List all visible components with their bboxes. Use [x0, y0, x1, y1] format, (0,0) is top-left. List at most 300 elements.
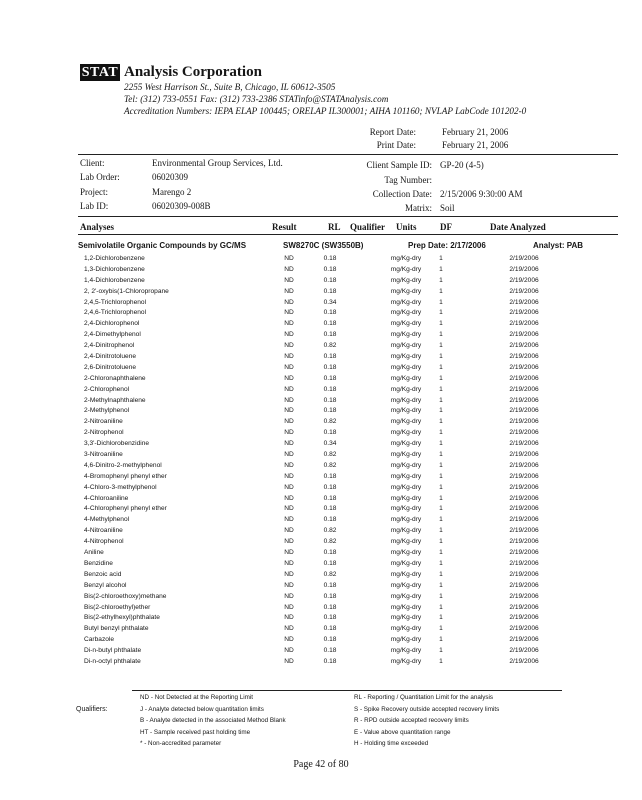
date-analyzed: 2/19/2006	[509, 549, 539, 557]
dilution-factor: 1	[439, 255, 443, 262]
qualifier-definition: S - Spike Recovery outside accepted recovery limits	[354, 705, 500, 713]
units-value: mg/Kg-dry	[390, 440, 422, 448]
date-analyzed: 2/19/2006	[509, 440, 539, 448]
units-value: mg/Kg-dry	[390, 592, 422, 600]
units-value: mg/Kg-dry	[390, 374, 422, 382]
date-analyzed: 2/19/2006	[509, 472, 539, 480]
analyte-name: 1,3-Dichlorobenzene	[84, 265, 145, 273]
reporting-limit: 0.18	[323, 472, 337, 480]
table-row	[0, 363, 642, 374]
reporting-limit: 0.18	[323, 657, 337, 665]
table-row	[0, 265, 642, 276]
result-value: ND	[284, 331, 294, 339]
result-value: ND	[284, 494, 294, 502]
table-row	[0, 537, 642, 548]
qualifier-definition: E - Value above quantitation range	[354, 728, 451, 736]
reporting-limit: 0.18	[323, 396, 337, 404]
units-value: mg/Kg-dry	[390, 342, 422, 350]
reporting-limit: 0.18	[323, 592, 337, 600]
table-row	[0, 624, 642, 635]
table-row	[0, 613, 642, 624]
reporting-limit: 0.18	[323, 265, 337, 273]
result-value: ND	[284, 353, 294, 361]
dilution-factor: 1	[439, 559, 443, 567]
dilution-factor: 1	[439, 581, 443, 589]
dilution-factor: 1	[439, 429, 443, 437]
dilution-factor: 1	[439, 396, 443, 404]
units-value: mg/Kg-dry	[390, 429, 422, 437]
reporting-limit: 0.18	[323, 385, 337, 393]
company-contact: Tel: (312) 733-0551 Fax: (312) 733-2386 STATinfo@STATAnalysis.com	[124, 94, 389, 104]
table-row	[0, 559, 642, 570]
dilution-factor: 1	[439, 353, 443, 361]
date-analyzed: 2/19/2006	[509, 538, 539, 546]
units-value: mg/Kg-dry	[390, 636, 422, 644]
dilution-factor: 1	[439, 625, 443, 633]
units-value: mg/Kg-dry	[390, 298, 422, 306]
analyte-name: 2,4-Dinitrotoluene	[84, 353, 137, 361]
dilution-factor: 1	[439, 592, 443, 600]
date-analyzed: 2/19/2006	[509, 320, 539, 328]
date-analyzed: 2/19/2006	[509, 276, 539, 284]
client-sample-id-label: Client Sample ID:	[366, 160, 432, 170]
analyte-name: 4-Chloroaniline	[84, 494, 129, 502]
dilution-factor: 1	[439, 385, 443, 393]
result-value: ND	[284, 581, 294, 589]
reporting-limit: 0.18	[323, 320, 337, 328]
table-row	[0, 581, 642, 592]
result-value: ND	[284, 559, 294, 567]
date-analyzed: 2/19/2006	[509, 592, 539, 600]
result-value: ND	[284, 647, 294, 655]
analyte-name: Aniline	[84, 549, 104, 557]
table-row	[0, 385, 642, 396]
qualifiers-label: Qualifiers:	[76, 706, 108, 713]
table-row	[0, 352, 642, 363]
analyte-name: 1,2-Dichlorobenzene	[84, 255, 145, 262]
analyte-name: 2,6-Dinitrotoluene	[84, 363, 137, 371]
table-row	[0, 298, 642, 309]
reporting-limit: 0.18	[323, 625, 337, 633]
reporting-limit: 0.18	[323, 581, 337, 589]
analyte-name: 4-Chloro-3-methylphenol	[84, 483, 157, 491]
result-value: ND	[284, 385, 294, 393]
result-value: ND	[284, 407, 294, 415]
units-value: mg/Kg-dry	[390, 505, 422, 513]
column-header-date-analyzed: Date Analyzed	[490, 222, 546, 232]
result-value: ND	[284, 429, 294, 437]
date-analyzed: 2/19/2006	[509, 418, 539, 426]
units-value: mg/Kg-dry	[390, 538, 422, 546]
reporting-limit: 0.82	[323, 538, 337, 546]
analyte-name: Di-n-butyl phthalate	[84, 647, 142, 655]
units-value: mg/Kg-dry	[390, 385, 422, 393]
date-analyzed: 2/19/2006	[509, 429, 539, 437]
date-analyzed: 2/19/2006	[509, 309, 539, 317]
page-number: Page 42 of 80	[293, 759, 349, 770]
result-value: ND	[284, 570, 294, 578]
lab-id-value: 06020309-008B	[152, 201, 211, 211]
dilution-factor: 1	[439, 657, 443, 665]
analyte-name: 2-Methylphenol	[84, 407, 130, 415]
dilution-factor: 1	[439, 440, 443, 448]
table-row	[0, 494, 642, 505]
accreditation-numbers: Accreditation Numbers: IEPA ELAP 100445; ORELAP IL300001; AIHA 101160; NVLAP LabCode 101202-0	[124, 106, 527, 116]
reporting-limit: 0.82	[323, 342, 337, 350]
analyte-name: 1,4-Dichlorobenzene	[84, 276, 145, 284]
print-date-value: February 21, 2006	[442, 140, 509, 150]
date-analyzed: 2/19/2006	[509, 570, 539, 578]
date-analyzed: 2/19/2006	[509, 505, 539, 513]
date-analyzed: 2/19/2006	[509, 385, 539, 393]
units-value: mg/Kg-dry	[390, 483, 422, 491]
units-value: mg/Kg-dry	[390, 494, 422, 502]
date-analyzed: 2/19/2006	[509, 298, 539, 306]
units-value: mg/Kg-dry	[390, 614, 422, 622]
result-value: ND	[284, 255, 294, 262]
analyte-name: 2,4-Dinitrophenol	[84, 342, 135, 350]
reporting-limit: 0.82	[323, 461, 337, 469]
units-value: mg/Kg-dry	[390, 647, 422, 655]
reporting-limit: 0.82	[323, 418, 337, 426]
qualifier-definition: H - Holding time exceeded	[354, 740, 429, 747]
units-value: mg/Kg-dry	[390, 418, 422, 426]
result-value: ND	[284, 363, 294, 371]
table-row	[0, 592, 642, 603]
date-analyzed: 2/19/2006	[509, 265, 539, 273]
analyte-name: Bis(2-ethylhexyl)phthalate	[84, 614, 160, 622]
dilution-factor: 1	[439, 342, 443, 350]
collection-date-value: 2/15/2006 9:30:00 AM	[440, 189, 523, 199]
table-row	[0, 635, 642, 646]
dilution-factor: 1	[439, 363, 443, 371]
units-value: mg/Kg-dry	[390, 472, 422, 480]
column-header-units: Units	[396, 222, 417, 232]
dilution-factor: 1	[439, 320, 443, 328]
qualifier-definition: J - Analyte detected below quantitation limits	[140, 705, 264, 713]
dilution-factor: 1	[439, 374, 443, 382]
date-analyzed: 2/19/2006	[509, 374, 539, 382]
result-value: ND	[284, 265, 294, 273]
units-value: mg/Kg-dry	[390, 625, 422, 633]
dilution-factor: 1	[439, 287, 443, 295]
analyte-name: 2, 2'-oxybis(1-Chloropropane	[84, 287, 169, 295]
collection-date-label: Collection Date:	[372, 189, 432, 199]
section-prep-date: Prep Date: 2/17/2006	[408, 241, 486, 250]
lab-order-label: Lab Order:	[80, 172, 120, 182]
table-row	[0, 308, 642, 319]
result-value: ND	[284, 451, 294, 459]
dilution-factor: 1	[439, 647, 443, 655]
table-row	[0, 461, 642, 472]
reporting-limit: 0.18	[323, 287, 337, 295]
result-value: ND	[284, 298, 294, 306]
date-analyzed: 2/19/2006	[509, 494, 539, 502]
date-analyzed: 2/19/2006	[509, 516, 539, 524]
reporting-limit: 0.18	[323, 374, 337, 382]
reporting-limit: 0.18	[323, 505, 337, 513]
dilution-factor: 1	[439, 603, 443, 611]
date-analyzed: 2/19/2006	[509, 625, 539, 633]
dilution-factor: 1	[439, 614, 443, 622]
column-header-result: Result	[272, 222, 297, 232]
column-header-df: DF	[440, 222, 452, 232]
analyte-name: 2,4-Dichlorophenol	[84, 320, 140, 328]
report-date-label: Report Date:	[369, 127, 416, 137]
table-row	[0, 417, 642, 428]
result-value: ND	[284, 527, 294, 535]
analyte-name: 4-Nitroaniline	[84, 527, 123, 535]
dilution-factor: 1	[439, 538, 443, 546]
table-row	[0, 450, 642, 461]
date-analyzed: 2/19/2006	[509, 363, 539, 371]
section-method: SW8270C (SW3550B)	[283, 241, 364, 250]
result-value: ND	[284, 505, 294, 513]
date-analyzed: 2/19/2006	[509, 603, 539, 611]
units-value: mg/Kg-dry	[390, 407, 422, 415]
result-value: ND	[284, 614, 294, 622]
reporting-limit: 0.18	[323, 549, 337, 557]
reporting-limit: 0.18	[323, 483, 337, 491]
result-value: ND	[284, 342, 294, 350]
reporting-limit: 0.18	[323, 276, 337, 284]
table-row	[0, 396, 642, 407]
table-row	[0, 515, 642, 526]
section-analyst: Analyst: PAB	[533, 241, 584, 250]
report-date-value: February 21, 2006	[442, 127, 509, 137]
date-analyzed: 2/19/2006	[509, 657, 539, 665]
date-analyzed: 2/19/2006	[509, 255, 539, 262]
units-value: mg/Kg-dry	[390, 265, 422, 273]
table-row	[0, 406, 642, 417]
result-value: ND	[284, 603, 294, 611]
result-value: ND	[284, 309, 294, 317]
qualifier-definition: HT - Sample received past holding time	[140, 728, 251, 736]
tag-number-label: Tag Number:	[384, 175, 432, 185]
date-analyzed: 2/19/2006	[509, 647, 539, 655]
date-analyzed: 2/19/2006	[509, 396, 539, 404]
analyte-name: Bis(2-chloroethoxy)methane	[84, 592, 167, 600]
lab-id-label: Lab ID:	[80, 201, 109, 211]
legend-divider	[132, 690, 562, 691]
dilution-factor: 1	[439, 276, 443, 284]
dilution-factor: 1	[439, 570, 443, 578]
dilution-factor: 1	[439, 309, 443, 317]
qualifier-definition: B - Analyte detected in the associated Method Blank	[140, 717, 286, 724]
dilution-factor: 1	[439, 265, 443, 273]
units-value: mg/Kg-dry	[390, 559, 422, 567]
column-header-qualifier: Qualifier	[350, 222, 385, 232]
table-row	[0, 439, 642, 450]
reporting-limit: 0.18	[323, 407, 337, 415]
result-value: ND	[284, 538, 294, 546]
table-row	[0, 472, 642, 483]
company-logo: STAT	[81, 65, 119, 80]
reporting-limit: 0.18	[323, 494, 337, 502]
units-value: mg/Kg-dry	[390, 516, 422, 524]
table-row	[0, 504, 642, 515]
reporting-limit: 0.18	[323, 429, 337, 437]
date-analyzed: 2/19/2006	[509, 287, 539, 295]
result-value: ND	[284, 516, 294, 524]
reporting-limit: 0.18	[323, 331, 337, 339]
units-value: mg/Kg-dry	[390, 255, 422, 262]
reporting-limit: 0.18	[323, 603, 337, 611]
lab-order-value: 06020309	[152, 172, 188, 182]
qualifier-definition: * - Non-accredited parameter	[140, 740, 222, 747]
company-name: Analysis Corporation	[124, 64, 262, 80]
results-table	[0, 254, 642, 668]
analyte-name: Carbazole	[84, 636, 115, 644]
header-divider	[78, 154, 618, 155]
units-value: mg/Kg-dry	[390, 276, 422, 284]
dilution-factor: 1	[439, 527, 443, 535]
units-value: mg/Kg-dry	[390, 549, 422, 557]
info-divider	[78, 216, 618, 217]
analyte-name: Benzoic acid	[84, 570, 122, 578]
print-date-label: Print Date:	[376, 140, 416, 150]
result-value: ND	[284, 287, 294, 295]
units-value: mg/Kg-dry	[390, 461, 422, 469]
date-analyzed: 2/19/2006	[509, 559, 539, 567]
table-row	[0, 483, 642, 494]
units-value: mg/Kg-dry	[390, 309, 422, 317]
dilution-factor: 1	[439, 418, 443, 426]
analyte-name: Butyl benzyl phthalate	[84, 625, 149, 633]
analyte-name: 4-Chlorophenyl phenyl ether	[84, 505, 167, 513]
client-sample-id-value: GP-20 (4-5)	[440, 160, 484, 170]
dilution-factor: 1	[439, 472, 443, 480]
result-value: ND	[284, 461, 294, 469]
table-row	[0, 428, 642, 439]
analyte-name: 3,3'-Dichlorobenzidine	[84, 440, 150, 448]
reporting-limit: 0.82	[323, 570, 337, 578]
dilution-factor: 1	[439, 549, 443, 557]
analyte-name: Di-n-octyl phthalate	[84, 657, 141, 665]
result-value: ND	[284, 657, 294, 665]
date-analyzed: 2/19/2006	[509, 331, 539, 339]
date-analyzed: 2/19/2006	[509, 527, 539, 535]
units-value: mg/Kg-dry	[390, 527, 422, 535]
table-row	[0, 548, 642, 559]
analyte-name: Bis(2-chloroethyl)ether	[84, 603, 151, 611]
table-row	[0, 603, 642, 614]
project-label: Project:	[80, 187, 108, 197]
reporting-limit: 0.18	[323, 353, 337, 361]
date-analyzed: 2/19/2006	[509, 636, 539, 644]
dilution-factor: 1	[439, 494, 443, 502]
table-row	[0, 330, 642, 341]
client-label: Client:	[80, 158, 105, 168]
analyte-name: 2-Methylnaphthalene	[84, 396, 146, 404]
analyte-name: Benzyl alcohol	[84, 581, 127, 589]
result-value: ND	[284, 636, 294, 644]
dilution-factor: 1	[439, 516, 443, 524]
company-address: 2255 West Harrison St., Suite B, Chicago, IL 60612-3505	[124, 82, 336, 92]
reporting-limit: 0.18	[323, 516, 337, 524]
analyte-name: 4-Methylphenol	[84, 516, 130, 524]
date-analyzed: 2/19/2006	[509, 451, 539, 459]
result-value: ND	[284, 276, 294, 284]
table-row	[0, 319, 642, 330]
result-value: ND	[284, 483, 294, 491]
analyte-name: 2,4,6-Trichlorophenol	[84, 309, 147, 317]
units-value: mg/Kg-dry	[390, 396, 422, 404]
section-title: Semivolatile Organic Compounds by GC/MS	[78, 241, 247, 250]
matrix-value: Soil	[440, 203, 455, 213]
analyte-name: 2-Chloronaphthalene	[84, 374, 146, 382]
analyte-name: Benzidine	[84, 559, 113, 567]
reporting-limit: 0.34	[323, 440, 337, 448]
date-analyzed: 2/19/2006	[509, 353, 539, 361]
reporting-limit: 0.18	[323, 636, 337, 644]
dilution-factor: 1	[439, 461, 443, 469]
analyte-name: 2,4,5-Trichlorophenol	[84, 298, 147, 306]
reporting-limit: 0.18	[323, 559, 337, 567]
units-value: mg/Kg-dry	[390, 320, 422, 328]
result-value: ND	[284, 320, 294, 328]
dilution-factor: 1	[439, 331, 443, 339]
units-value: mg/Kg-dry	[390, 353, 422, 361]
analyte-name: 3-Nitroaniline	[84, 451, 123, 459]
reporting-limit: 0.18	[323, 647, 337, 655]
units-value: mg/Kg-dry	[390, 363, 422, 371]
dilution-factor: 1	[439, 505, 443, 513]
table-row	[0, 287, 642, 298]
table-row	[0, 570, 642, 581]
project-value: Marengo 2	[152, 187, 192, 197]
result-value: ND	[284, 440, 294, 448]
reporting-limit: 0.18	[323, 309, 337, 317]
result-value: ND	[284, 396, 294, 404]
units-value: mg/Kg-dry	[390, 570, 422, 578]
reporting-limit: 0.18	[323, 363, 337, 371]
analyte-name: 2-Chlorophenol	[84, 385, 130, 393]
analyte-name: 2-Nitroaniline	[84, 418, 123, 426]
date-analyzed: 2/19/2006	[509, 581, 539, 589]
reporting-limit: 0.34	[323, 298, 337, 306]
result-value: ND	[284, 472, 294, 480]
analyte-name: 4,6-Dinitro-2-methylphenol	[84, 461, 162, 469]
analyte-name: 4-Bromophenyl phenyl ether	[84, 472, 167, 480]
reporting-limit: 0.18	[323, 255, 337, 262]
result-value: ND	[284, 418, 294, 426]
result-value: ND	[284, 625, 294, 633]
result-value: ND	[284, 374, 294, 382]
dilution-factor: 1	[439, 483, 443, 491]
table-row	[0, 341, 642, 352]
result-value: ND	[284, 549, 294, 557]
units-value: mg/Kg-dry	[390, 581, 422, 589]
table-row	[0, 526, 642, 537]
date-analyzed: 2/19/2006	[509, 461, 539, 469]
analyte-name: 2-Nitrophenol	[84, 429, 124, 437]
dilution-factor: 1	[439, 407, 443, 415]
units-value: mg/Kg-dry	[390, 331, 422, 339]
date-analyzed: 2/19/2006	[509, 483, 539, 491]
units-value: mg/Kg-dry	[390, 603, 422, 611]
reporting-limit: 0.82	[323, 451, 337, 459]
units-value: mg/Kg-dry	[390, 451, 422, 459]
table-row	[0, 657, 642, 668]
qualifier-definition: R - RPD outside accepted recovery limits	[354, 717, 469, 724]
units-value: mg/Kg-dry	[390, 657, 422, 665]
column-header-analyses: Analyses	[80, 222, 115, 232]
table-row	[0, 374, 642, 385]
table-row	[0, 254, 642, 265]
column-header-rl: RL	[328, 222, 341, 232]
result-value: ND	[284, 592, 294, 600]
